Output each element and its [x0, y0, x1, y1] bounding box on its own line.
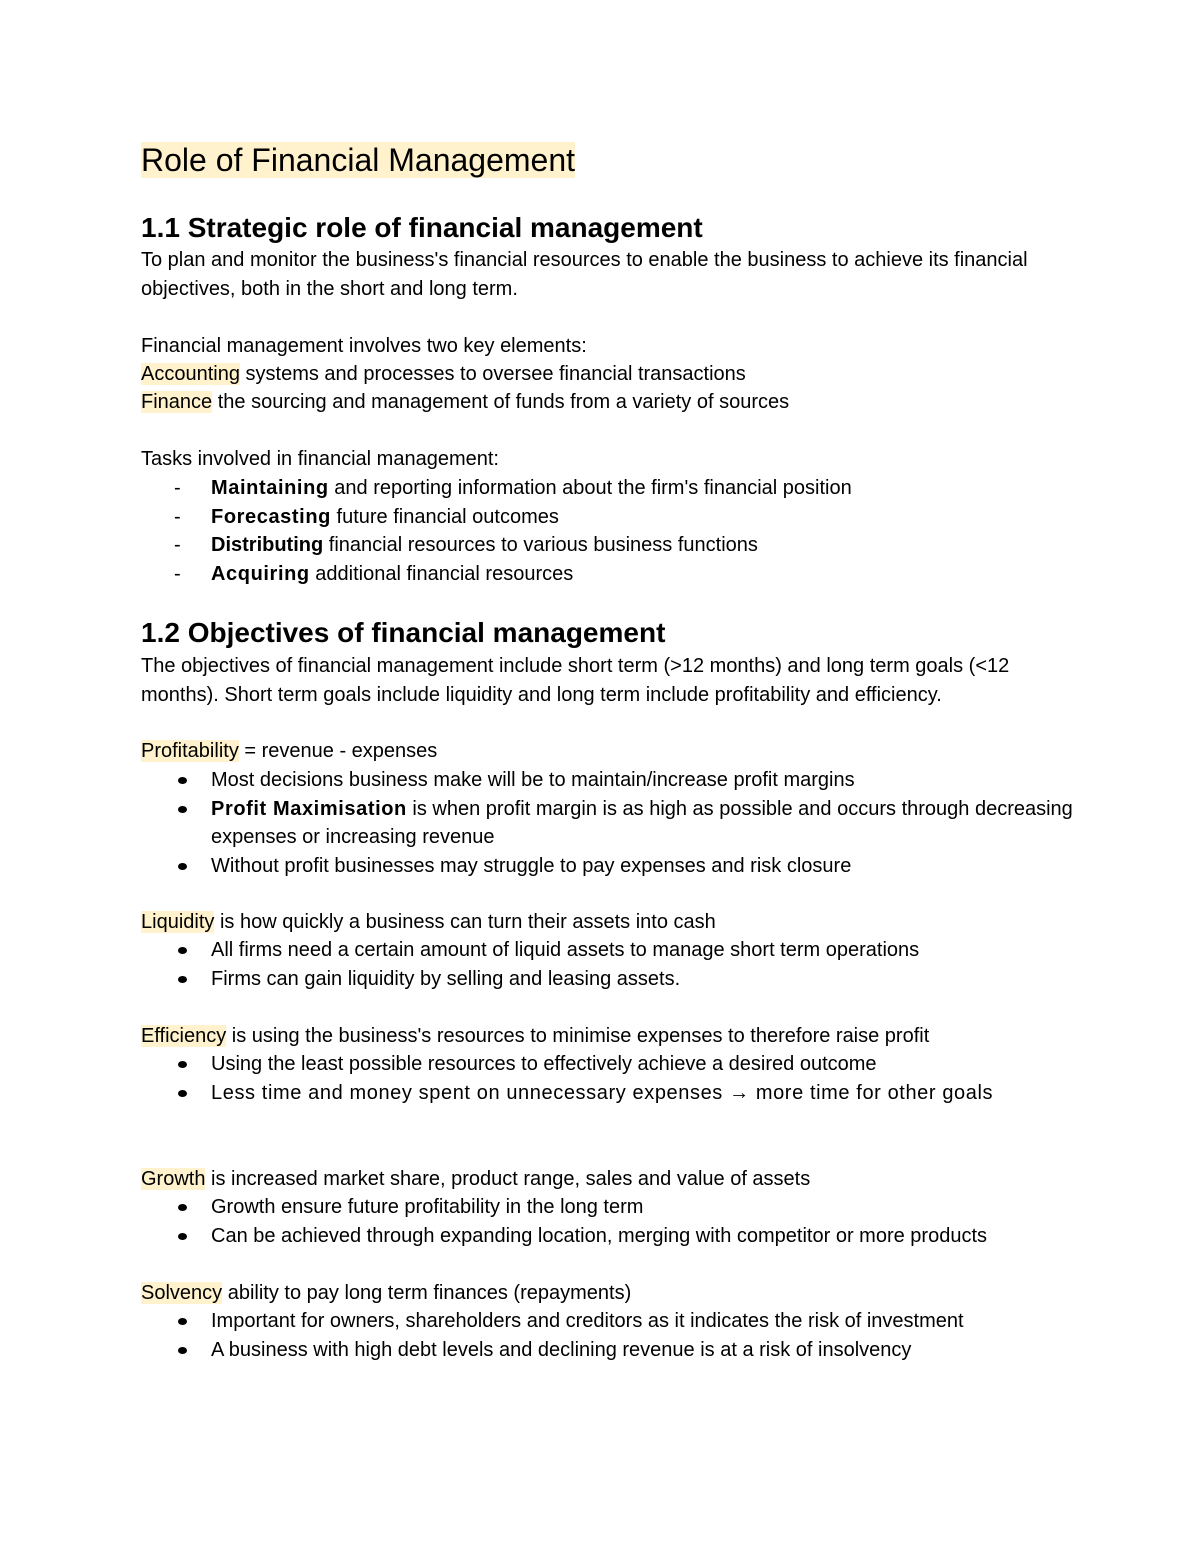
- task-term: Acquiring: [211, 562, 310, 585]
- task-term: Maintaining: [211, 477, 329, 499]
- list-item: Growth ensure future profitability in the long term: [141, 1193, 1081, 1222]
- profitability-list: [141, 766, 1081, 880]
- task-desc: future financial outcomes: [330, 505, 559, 528]
- bullet-icon: [178, 777, 187, 784]
- list-item: Firms can gain liquidity by selling and leasing assets.: [141, 965, 1081, 994]
- section-heading-objectives: 1.2 Objectives of financial management: [141, 617, 666, 648]
- efficiency-term: Efficiency: [141, 1025, 227, 1047]
- list-item: Using the least possible resources to effectively achieve a desired outcome: [141, 1050, 1081, 1079]
- bullet-icon: [178, 1204, 187, 1211]
- task-desc: financial resources to various business functions: [323, 534, 758, 556]
- list-item: - Forecasting future financial outcomes: [174, 505, 559, 528]
- task-desc: additional financial resources: [309, 562, 574, 585]
- bullet-icon: [178, 1233, 187, 1240]
- finance-line: [141, 388, 1081, 417]
- accounting-desc: systems and processes to oversee financial transactions: [239, 363, 746, 385]
- efficiency-line: [141, 1022, 1081, 1051]
- page-title-text: Role of Financial Management: [141, 142, 576, 178]
- tasks-intro: Tasks involved in financial management:: [141, 448, 499, 470]
- list-item: Most decisions business make will be to maintain/increase profit margins: [141, 766, 1081, 795]
- solvency-desc: ability to pay long term finances (repayments): [222, 1282, 632, 1304]
- bullet-icon: [178, 1090, 187, 1097]
- list-item: A business with high debt levels and declining revenue is at a risk of insolvency: [141, 1336, 1081, 1365]
- section-heading-strategic-role: 1.1 Strategic role of financial management: [141, 212, 703, 243]
- list-item: Important for owners, shareholders and creditors as it indicates the risk of investment: [141, 1307, 1081, 1336]
- bullet-icon: [178, 863, 187, 870]
- growth-term: Growth: [141, 1168, 206, 1190]
- objectives-intro: The objectives of financial management include short term (>12 months) and long term goals (<12 months). Short term goals include liquidity and long term include profitability and efficiency.: [141, 655, 1010, 706]
- list-item: - Maintaining and reporting information about the firm's financial position: [174, 477, 852, 499]
- list-item: Can be achieved through expanding location, merging with competitor or more products: [141, 1222, 1081, 1251]
- growth-desc: is increased market share, product range, sales and value of assets: [205, 1168, 811, 1190]
- task-desc: and reporting information about the firm's financial position: [328, 477, 852, 499]
- efficiency-list: [141, 1050, 1081, 1107]
- strategic-role-intro: To plan and monitor the business's financial resources to enable the business to achieve its financial objectives, both in the short and long term.: [141, 249, 1028, 300]
- efficiency-desc: is using the business's resources to minimise expenses to therefore raise profit: [226, 1025, 930, 1047]
- solvency-term: Solvency: [141, 1282, 223, 1304]
- bullet-icon: [178, 1061, 187, 1068]
- list-item: Without profit businesses may struggle to pay expenses and risk closure: [141, 852, 1081, 881]
- bullet-icon: [178, 1347, 187, 1354]
- bullet-icon: [178, 806, 187, 813]
- task-term: Forecasting: [211, 505, 331, 528]
- liquidity-line: [141, 908, 1081, 937]
- task-term: Distributing: [211, 534, 324, 556]
- key-elements-intro: Financial management involves two key elements:: [141, 335, 587, 357]
- page-title: [141, 138, 575, 182]
- liquidity-term: Liquidity: [141, 911, 215, 933]
- solvency-list: [141, 1307, 1081, 1364]
- list-item: Profit Maximisation is when profit margin is as high as possible and occurs through decreasing expenses or increasing revenue: [141, 795, 1081, 852]
- growth-line: [141, 1165, 1081, 1194]
- list-item: All firms need a certain amount of liquid assets to manage short term operations: [141, 936, 1081, 965]
- bullet-icon: [178, 947, 187, 954]
- list-item: - Distributing financial resources to various business functions: [174, 534, 758, 556]
- finance-desc: the sourcing and management of funds from a variety of sources: [212, 391, 790, 413]
- list-item: Less time and money spent on unnecessary expenses → more time for other goals: [141, 1079, 1081, 1108]
- accounting-term: Accounting: [141, 363, 240, 385]
- profitability-line: [141, 737, 1081, 766]
- solvency-line: [141, 1279, 1081, 1308]
- profitability-desc: = revenue - expenses: [238, 740, 438, 762]
- bullet-icon: [178, 976, 187, 983]
- accounting-line: [141, 360, 1081, 389]
- finance-term: Finance: [141, 391, 213, 413]
- growth-list: [141, 1193, 1081, 1250]
- tasks-list: [141, 474, 852, 588]
- bullet-icon: [178, 1318, 187, 1325]
- profitability-term: Profitability: [141, 740, 239, 762]
- liquidity-list: [141, 936, 1081, 993]
- list-item: - Acquiring additional financial resources: [174, 562, 574, 585]
- liquidity-desc: is how quickly a business can turn their assets into cash: [214, 911, 716, 933]
